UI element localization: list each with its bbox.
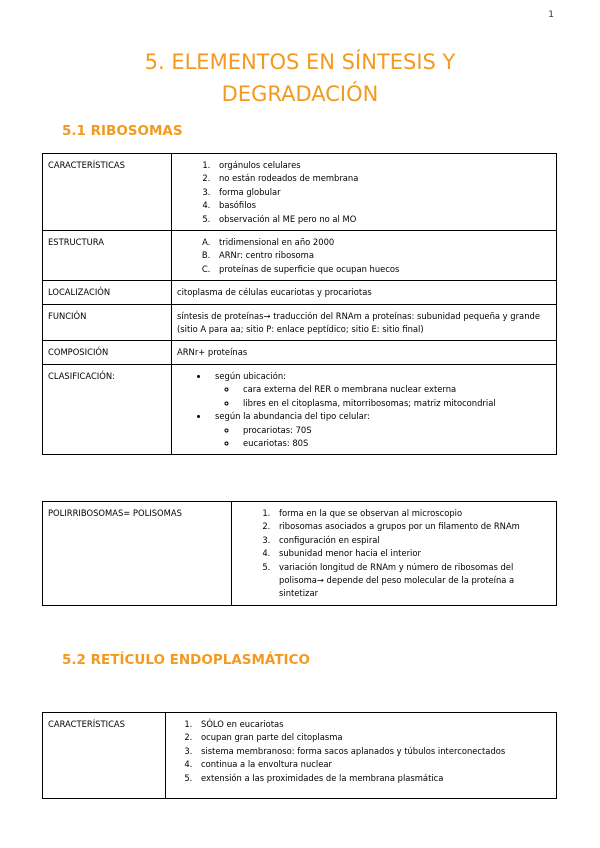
row-label: FUNCIÓN bbox=[43, 304, 172, 341]
table-row bbox=[43, 364, 557, 454]
list-item: C. proteínas de superficie que ocupan huecos bbox=[213, 263, 551, 276]
row-label: CLASIFICACIÓN: bbox=[43, 364, 172, 454]
group-title: según la abundancia del tipo celular: bbox=[215, 411, 370, 422]
row-content bbox=[166, 713, 557, 799]
list-item: 2. no están rodeados de membrana bbox=[213, 172, 551, 185]
row-content: citoplasma de células eucariotas y procariotas bbox=[172, 281, 557, 304]
list-item: 3. sistema membranoso: forma sacos aplanados y túbulos interconectados bbox=[195, 745, 551, 758]
row-content: síntesis de proteínas→ traducción del RNAm a proteínas: subunidad pequeña y grande (sitio A para aa; sitio P: enlace peptídico; sitio E: sitio final) bbox=[172, 304, 557, 341]
list-item: 4. basófilos bbox=[213, 199, 551, 212]
list-item: ◦ libres en el citoplasma, mitorribosomas; matriz mitocondrial bbox=[237, 397, 551, 410]
page-title bbox=[0, 46, 600, 110]
list-item: 3. forma globular bbox=[213, 186, 551, 199]
row-label: POLIRRIBOSOMAS= POLISOMAS bbox=[43, 502, 232, 606]
list-item: 5. variación longitud de RNAm y número de ribosomas del polisoma→ depende del peso molecular de la proteína a sintetizar bbox=[273, 561, 551, 601]
reticulo-list bbox=[171, 718, 551, 785]
row-content bbox=[232, 502, 557, 606]
row-content bbox=[172, 364, 557, 454]
table-row bbox=[43, 304, 557, 341]
table-row bbox=[43, 713, 557, 799]
list-item: 2. ribosomas asociados a grupos por un filamento de RNAm bbox=[273, 520, 551, 533]
list-item bbox=[209, 370, 551, 410]
list-item bbox=[209, 410, 551, 450]
list-item: A. tridimensional en año 2000 bbox=[213, 236, 551, 249]
page-number: 1 bbox=[548, 10, 554, 20]
ribosomas-table bbox=[42, 153, 557, 455]
section-heading-reticulo: 5.2 RETÍCULO ENDOPLASMÁTICO bbox=[62, 652, 310, 668]
clasificacion-list bbox=[177, 370, 551, 450]
polisomas-list bbox=[237, 507, 551, 601]
row-content: ARNr+ proteínas bbox=[172, 341, 557, 364]
table-row bbox=[43, 502, 557, 606]
list-item: 5. observación al ME pero no al MO bbox=[213, 213, 551, 226]
sub-list bbox=[215, 424, 551, 451]
title-line-1: 5. ELEMENTOS EN SÍNTESIS Y bbox=[144, 50, 456, 74]
row-label: ESTRUCTURA bbox=[43, 231, 172, 281]
table-row bbox=[43, 281, 557, 304]
row-label: CARACTERÍSTICAS bbox=[43, 713, 166, 799]
row-content bbox=[172, 231, 557, 281]
row-label: CARACTERÍSTICAS bbox=[43, 154, 172, 231]
list-item: ◦ eucariotas: 80S bbox=[237, 437, 551, 450]
table-row bbox=[43, 231, 557, 281]
row-content bbox=[172, 154, 557, 231]
list-item: 5. extensión a las proximidades de la membrana plasmática bbox=[195, 772, 551, 785]
group-title: según ubicación: bbox=[215, 370, 286, 381]
list-item: B. ARNr: centro ribosoma bbox=[213, 249, 551, 262]
title-line-2: DEGRADACIÓN bbox=[221, 82, 379, 106]
row-label: COMPOSICIÓN bbox=[43, 341, 172, 364]
list-item: ◦ procariotas: 70S bbox=[237, 424, 551, 437]
list-item: 1. orgánulos celulares bbox=[213, 159, 551, 172]
caracteristicas-list bbox=[177, 159, 551, 226]
list-item: 1. SÓLO en eucariotas bbox=[195, 718, 551, 731]
table-row bbox=[43, 154, 557, 231]
section-heading-ribosomas: 5.1 RIBOSOMAS bbox=[62, 123, 183, 139]
sub-list bbox=[215, 383, 551, 410]
list-item: 4. subunidad menor hacia el interior bbox=[273, 547, 551, 560]
list-item: 1. forma en la que se observan al microscopio bbox=[273, 507, 551, 520]
estructura-list bbox=[177, 236, 551, 276]
list-item: 2. ocupan gran parte del citoplasma bbox=[195, 731, 551, 744]
list-item: 3. configuración en espiral bbox=[273, 534, 551, 547]
table-row bbox=[43, 341, 557, 364]
reticulo-table bbox=[42, 712, 557, 799]
list-item: 4. continua a la envoltura nuclear bbox=[195, 758, 551, 771]
polisomas-table bbox=[42, 501, 557, 606]
list-item: ◦ cara externa del RER o membrana nuclear externa bbox=[237, 383, 551, 396]
row-label: LOCALIZACIÓN bbox=[43, 281, 172, 304]
